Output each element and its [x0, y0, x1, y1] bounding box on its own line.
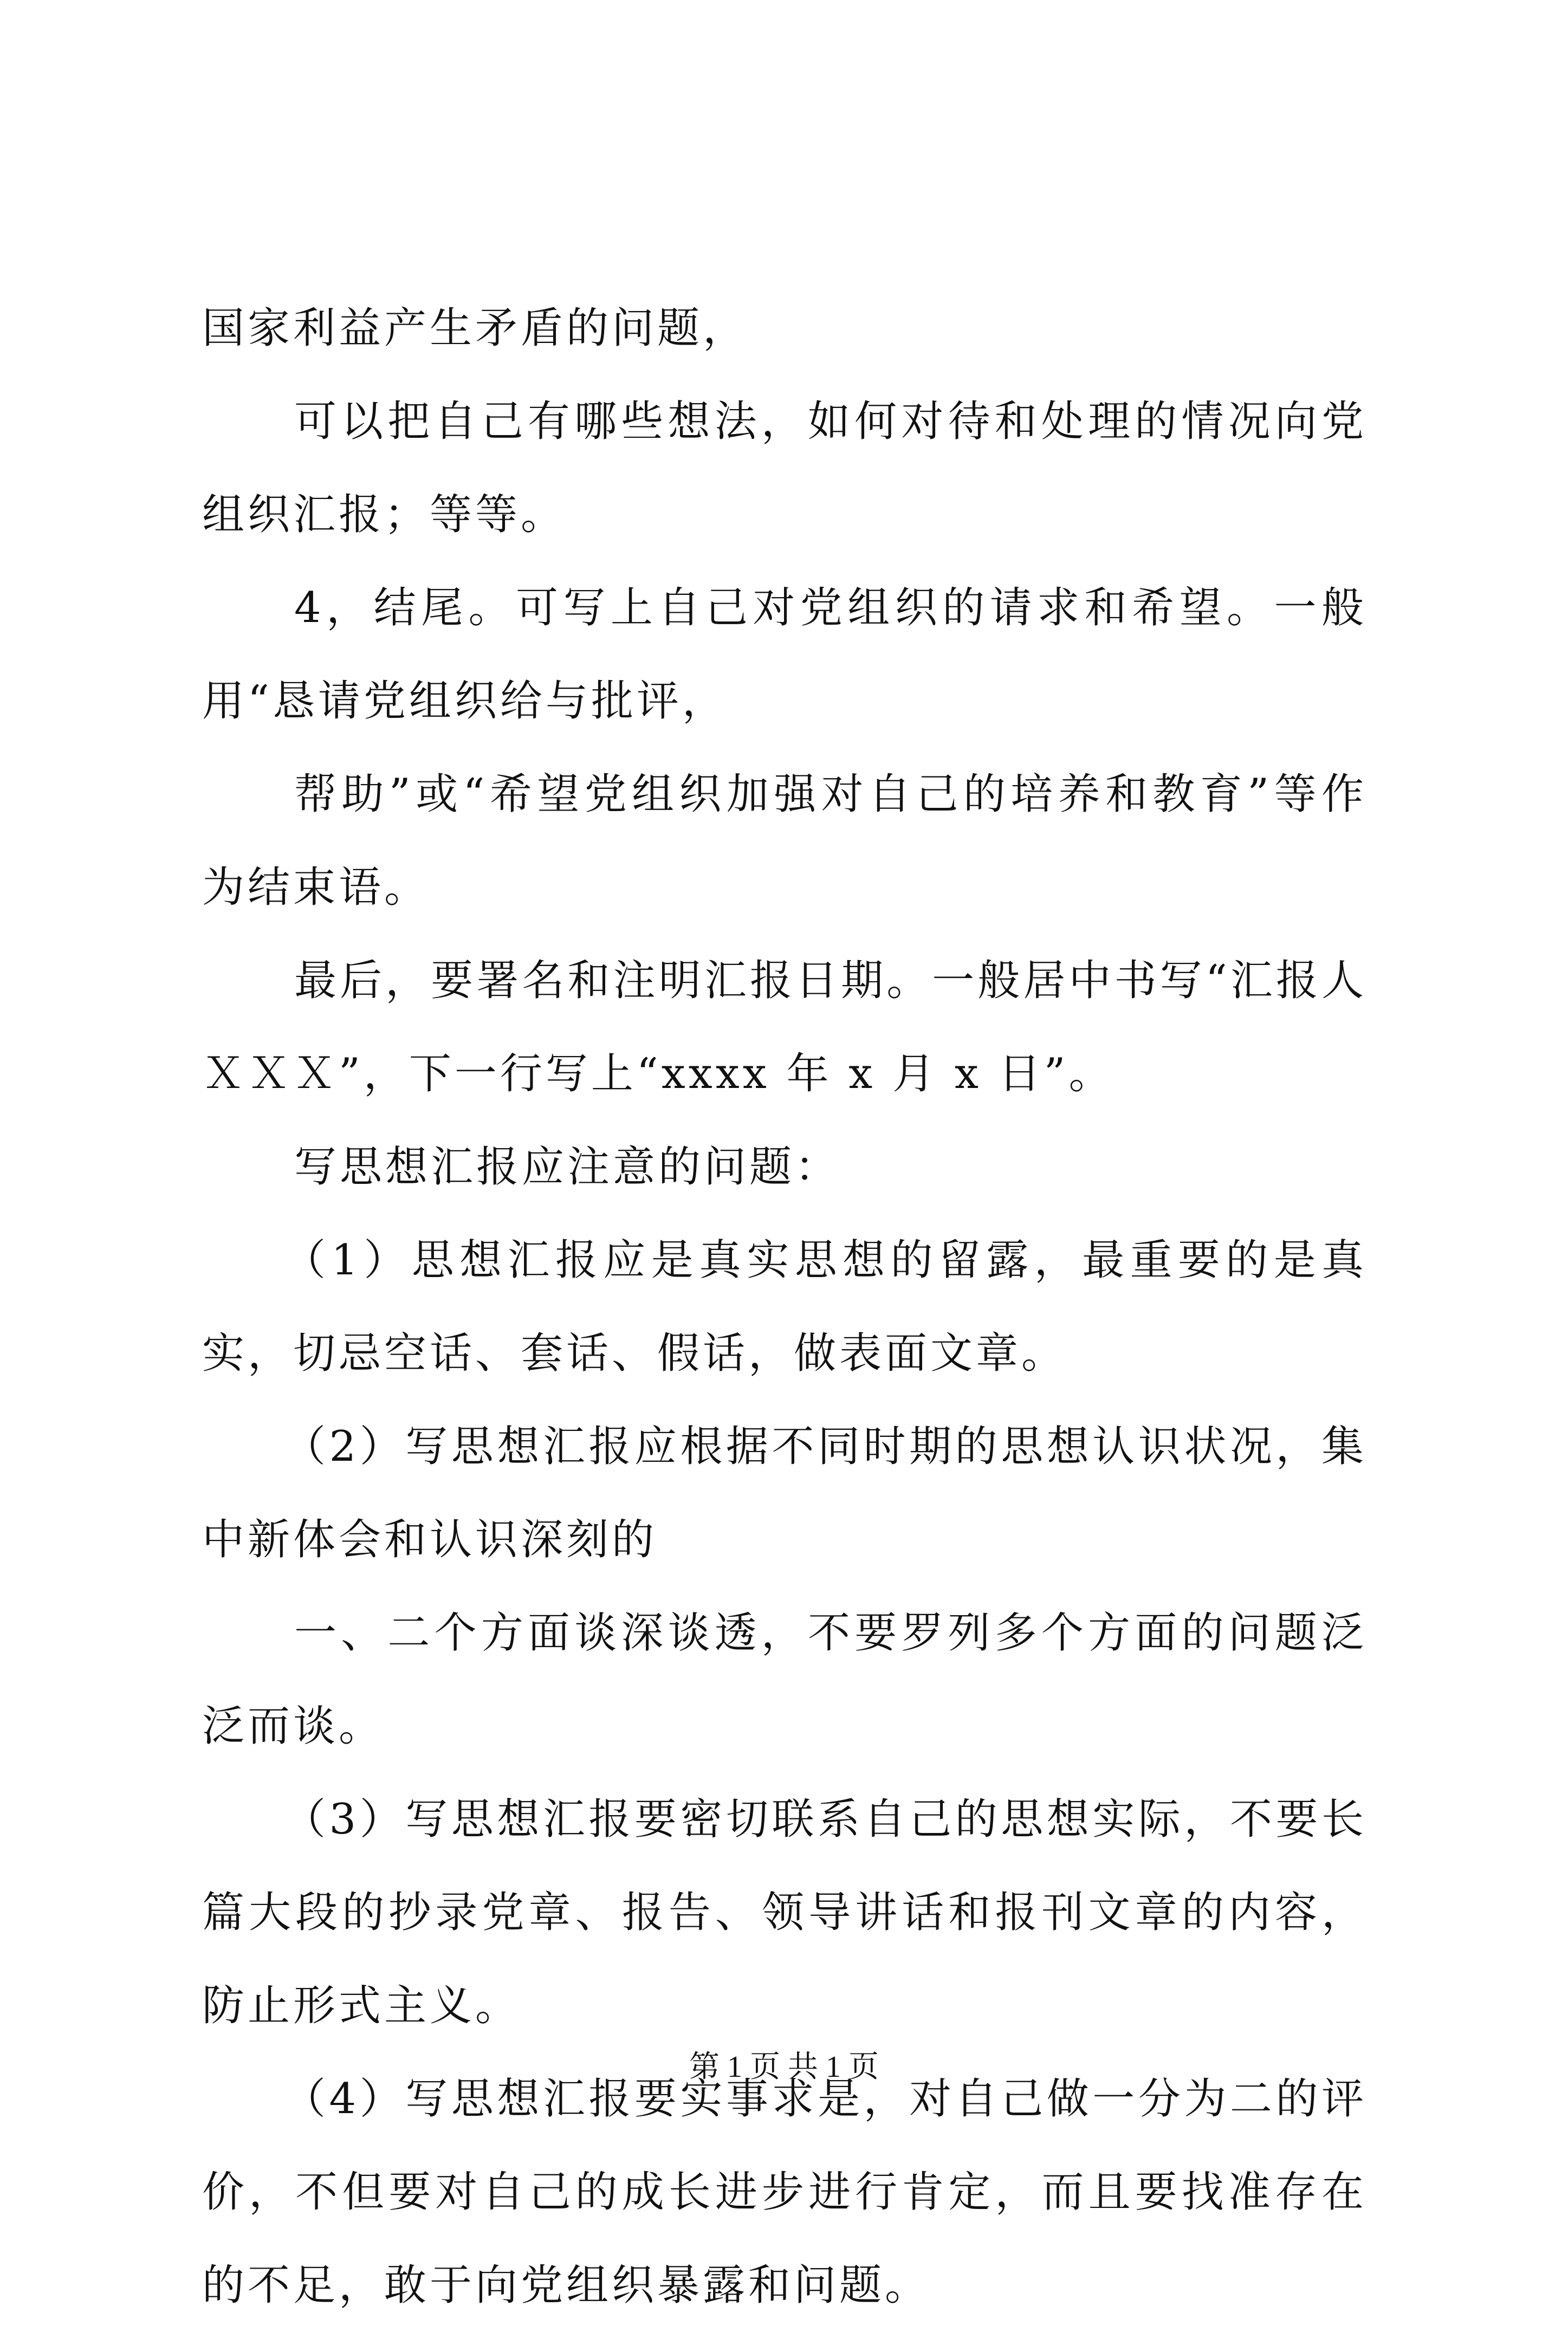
- paragraph-signature: 最后，要署名和注明汇报日期。一般居中书写“汇报人ＸＸＸ”，下一行写上“xxxx 年 x 月 x 日”。: [202, 956, 1367, 1098]
- page-footer: 第 1 页 共 1 页: [689, 2050, 879, 2084]
- document-body: [202, 282, 1367, 2332]
- paragraph-continuation: 国家利益产生矛盾的问题，: [202, 304, 749, 353]
- list-item-note-4: （4）写思想汇报要实事求是，对自己做一分为二的评价，不但要对自己的成长进步进行肯定，而且要找准存在的不足，敢于向党组织暴露和问题。: [202, 2075, 1367, 2310]
- paragraph-ending: 4，结尾。可写上自己对党组织的请求和希望。一般用“恳请党组织给与批评，: [202, 584, 1367, 725]
- paragraph-closing-phrase: 帮助”或“希望党组织加强对自己的培养和教育”等作为结束语。: [202, 770, 1367, 912]
- paragraph-note-2-continued: 一、二个方面谈深谈透，不要罗列多个方面的问题泛泛而谈。: [202, 1609, 1367, 1751]
- list-item-note-3: （3）写思想汇报要密切联系自己的思想实际，不要长篇大段的抄录党章、报告、领导讲话和报刊文章的内容，防止形式主义。: [202, 1795, 1367, 2030]
- list-item-note-1: （1）思想汇报应是真实思想的留露，最重要的是真实，切忌空话、套话、假话，做表面文章。: [202, 1236, 1367, 1378]
- paragraph-report-thoughts: 可以把自己有哪些想法，如何对待和处理的情况向党组织汇报；等等。: [202, 397, 1367, 539]
- paragraph-notes-heading: 写思想汇报应注意的问题：: [294, 1143, 841, 1191]
- list-item-note-2: （2）写思想汇报应根据不同时期的思想认识状况，集中新体会和认识深刻的: [202, 1422, 1367, 1564]
